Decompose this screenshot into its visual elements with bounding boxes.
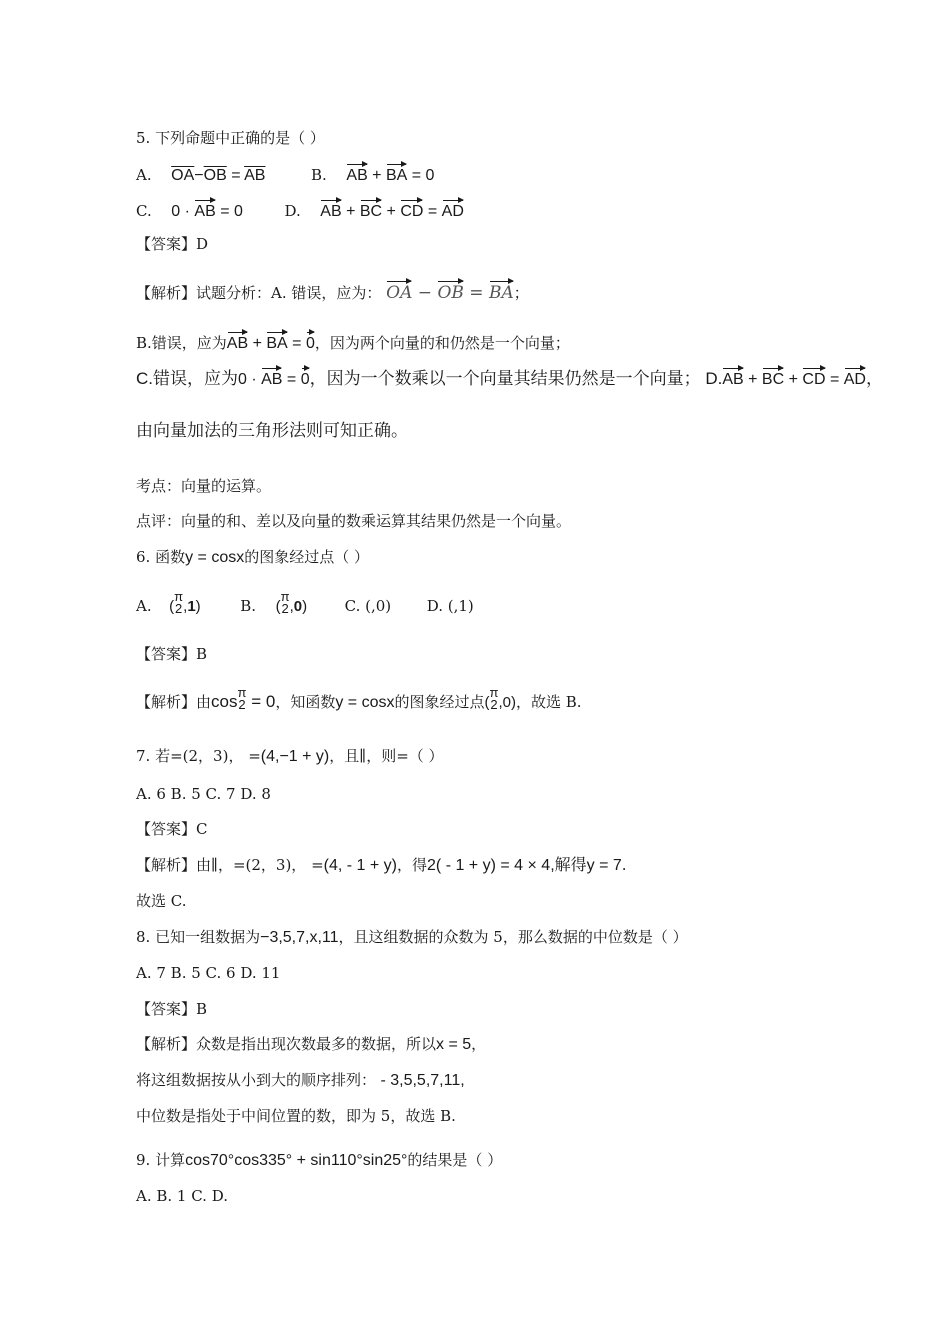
pi-symbol: π xyxy=(489,685,499,701)
q5-analysis-line4: 由向量加法的三角形法则可知正确。 xyxy=(136,421,408,440)
q9-stem-b: 的结果是（ ） xyxy=(407,1151,503,1169)
answer-tag: 【答案】 xyxy=(136,235,197,253)
q8-analysis-a: 众数是指出现次数最多的数据，所以 xyxy=(196,1035,437,1053)
q6-analysis-expr: y = cosx xyxy=(335,694,395,711)
q5-option-a-expr: $\overline{OA}-\overline{OB} = \overline{AB}$ xyxy=(171,167,266,184)
eq-zero: = 0 xyxy=(251,692,276,711)
q7-stem-b: ，且∥，则=（ ） xyxy=(329,747,444,765)
q6-stem xyxy=(136,547,369,568)
q6-answer xyxy=(136,644,207,664)
q6-analysis xyxy=(136,684,582,717)
q5-analysis-text2b: ，因为两个向量的和仍然是一个向量； xyxy=(314,334,570,352)
q8-answer xyxy=(136,999,207,1019)
q8-analysis-line3: 中位数是指处于中间位置的数，即为 5，故选 B. xyxy=(136,1107,456,1125)
q8-stem-a: 8. 已知一组数据为 xyxy=(136,928,261,946)
q5-options-cd xyxy=(136,199,464,222)
q7-analysis-expr3: y = 7 xyxy=(586,857,622,874)
denominator: 2 xyxy=(490,697,498,713)
q8-line2-expr: - 3,5,5,7,11, xyxy=(376,1072,465,1089)
q8-stem-expr: −3,5,7,x,11 xyxy=(260,929,339,946)
q6-analysis-d: ，故选 B. xyxy=(516,693,582,711)
q9-stem-a: 9. 计算 xyxy=(136,1151,186,1169)
q5-analysis-expr2: AB + BA = 0 xyxy=(227,335,315,352)
q5-option-d-expr: AB + BC + CD = AD xyxy=(320,203,464,220)
answer-tag: 【答案】 xyxy=(136,820,197,838)
q7-stem-a: 7. 若=(2，3)， = xyxy=(136,747,261,765)
q5-option-c-label: C. xyxy=(136,202,152,220)
q8-analysis-b: ， xyxy=(471,1035,487,1053)
q9-options: A. B. 1 C. D. xyxy=(136,1187,228,1205)
q5-analysis-semicolon: ； xyxy=(513,284,529,302)
q6-option-b-y: 0 xyxy=(293,598,303,615)
q5-option-b-expr: AB + BA = 0 xyxy=(346,167,434,184)
q5-analysis-text1: 试题分析：A. 错误，应为： xyxy=(196,284,382,302)
pi-symbol: π xyxy=(237,684,247,700)
q7-stem xyxy=(136,746,444,767)
q6-stem-a: 6. 函数 xyxy=(136,548,186,566)
denominator: 2 xyxy=(281,601,289,617)
q7-analysis-a: 由∥，=(2，3)， = xyxy=(196,856,324,874)
answer-tag: 【答案】 xyxy=(136,645,197,663)
q6-option-c: C. (,0) xyxy=(344,597,392,615)
q6-analysis-cos-expr xyxy=(211,684,276,712)
q6-option-b: ( π 2 ,0) xyxy=(275,589,308,617)
q5-option-a-label: A. xyxy=(136,166,152,184)
answer-value: B xyxy=(196,645,208,663)
denominator: 2 xyxy=(238,696,246,712)
q8-analysis-expr: x = 5 xyxy=(436,1036,472,1053)
q8-line2-a: 将这组数据按从小到大的顺序排列： xyxy=(136,1071,377,1089)
q5-answer xyxy=(136,234,208,254)
q7-analysis-c: ,解得 xyxy=(550,857,587,874)
answer-value: C xyxy=(196,820,208,838)
q5-option-c-expr: 0 · AB = 0 xyxy=(171,203,243,220)
q5-option-b-label: B. xyxy=(311,166,327,184)
q6-option-a: ( π 2 ,1) xyxy=(169,589,201,617)
pi-symbol: π xyxy=(280,589,290,605)
q7-analysis-expr2: 2( - 1 + y) = 4 × 4 xyxy=(427,857,551,874)
answer-value: D xyxy=(196,235,209,253)
q6-option-a-label: A. xyxy=(136,597,152,615)
q7-conclusion: 故选 C. xyxy=(136,892,187,910)
q5-analysis-text3a: C.错误，应为 xyxy=(136,369,238,388)
q8-analysis-line2 xyxy=(136,1070,465,1091)
q5-analysis-line3 xyxy=(136,367,883,390)
q5-analysis-text2a: B.错误，应为 xyxy=(136,334,227,352)
analysis-tag: 【解析】 xyxy=(136,1035,197,1053)
q6-option-a-y: 1 xyxy=(187,598,196,615)
q6-option-d: D. (,1) xyxy=(426,597,474,615)
analysis-tag: 【解析】 xyxy=(136,693,197,711)
q7-stem-expr: (4,−1 + y) xyxy=(260,748,330,765)
q7-options: A. 6 B. 5 C. 7 D. 8 xyxy=(136,785,271,803)
cos-text: cos xyxy=(211,692,238,711)
q8-options: A. 7 B. 5 C. 6 D. 11 xyxy=(136,964,281,982)
q6-analysis-point: ( π 2 ,0) xyxy=(484,685,516,713)
q6-analysis-b: ，知函数 xyxy=(275,693,336,711)
q5-analysis-line2 xyxy=(136,331,570,354)
q7-analysis xyxy=(136,855,627,876)
q5-analysis-expr-image: OA − OB = BA xyxy=(386,283,514,303)
q5-option-d-label: D. xyxy=(284,202,301,220)
q5-dianping: 点评：向量的和、差以及向量的数乘运算其结果仍然是一个向量。 xyxy=(136,512,572,530)
q5-analysis-text3b: ，因为一个数乘以一个向量其结果仍然是一个向量； D. xyxy=(309,369,723,388)
q6-stem-b: 的图象经过点（ ） xyxy=(244,548,370,566)
q7-answer xyxy=(136,819,208,839)
denominator: 2 xyxy=(175,601,183,617)
point-y: 0 xyxy=(502,694,511,711)
q6-options xyxy=(136,589,474,621)
q6-analysis-c: 的图象经过点 xyxy=(394,693,485,711)
analysis-tag: 【解析】 xyxy=(136,284,197,302)
q7-analysis-b: ，得 xyxy=(397,856,428,874)
q5-analysis-line1 xyxy=(136,280,529,303)
q8-stem-b: ，且这组数据的众数为 5，那么数据的中位数是（ ） xyxy=(338,928,688,946)
q7-analysis-expr1: (4, - 1 + y) xyxy=(323,857,397,874)
q5-analysis-expr3: 0 · AB = 0 xyxy=(238,371,310,388)
q9-stem-expr: cos70°cos335° + sin110°sin25° xyxy=(185,1152,408,1169)
q6-option-b-label: B. xyxy=(240,597,257,615)
q5-kaodian: 考点：向量的运算。 xyxy=(136,477,272,495)
q6-stem-expr: y = cosx xyxy=(185,549,245,566)
answer-value: B xyxy=(196,1000,208,1018)
q5-options-ab xyxy=(136,163,434,186)
q8-stem xyxy=(136,927,688,948)
analysis-tag: 【解析】 xyxy=(136,856,197,874)
q7-analysis-d: . xyxy=(621,856,627,874)
q5-stem: 5. 下列命题中正确的是（ ） xyxy=(136,129,325,147)
q5-analysis-comma: ， xyxy=(865,369,883,388)
pi-symbol: π xyxy=(174,589,184,605)
q9-stem xyxy=(136,1150,502,1171)
q6-analysis-a: 由 xyxy=(196,693,212,711)
q5-analysis-expr3b: AB + BC + CD = AD xyxy=(722,371,866,388)
q8-analysis-line1 xyxy=(136,1034,486,1055)
answer-tag: 【答案】 xyxy=(136,1000,197,1018)
